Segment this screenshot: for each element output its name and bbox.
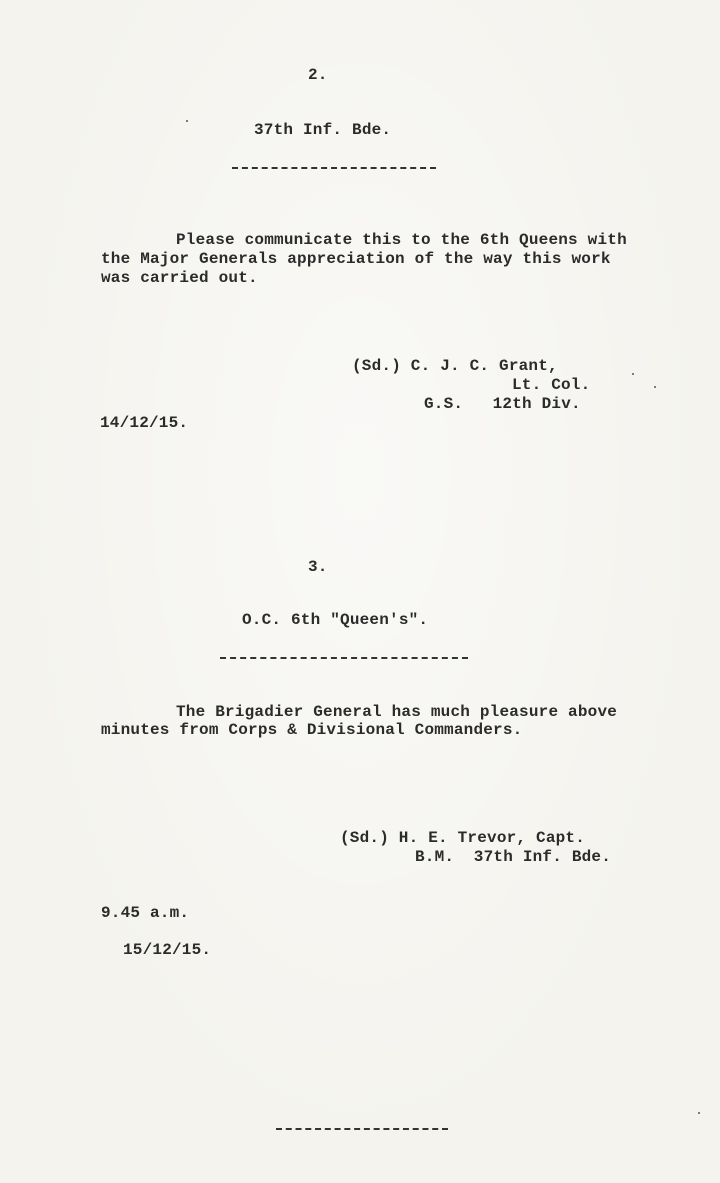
section-3-unit: B.M. 37th Inf. Bde.	[415, 848, 612, 866]
section-2-date: 14/12/15.	[100, 414, 189, 432]
section-3-divider	[220, 657, 468, 659]
paper-speck	[186, 120, 188, 122]
section-2-body-line-2: the Major Generals appreciation of the way this work	[101, 250, 611, 268]
section-2-unit: G.S. 12th Div.	[424, 395, 581, 413]
section-2-body-line-3: was carried out.	[101, 269, 258, 287]
section-2-signature: (Sd.) C. J. C. Grant,	[352, 357, 558, 375]
section-2-rank: Lt. Col.	[512, 376, 591, 394]
section-2-number: 2.	[308, 66, 328, 84]
section-3-date: 15/12/15.	[123, 941, 212, 959]
section-3-body-line-1: The Brigadier General has much pleasure above	[176, 703, 618, 721]
section-3-body-line-2: minutes from Corps & Divisional Commanders.	[101, 721, 523, 739]
closing-divider	[276, 1128, 448, 1130]
section-3-addressee: O.C. 6th "Queen's".	[242, 611, 429, 629]
paper-speck	[654, 386, 656, 388]
paper-speck	[632, 373, 634, 375]
section-2-addressee: 37th Inf. Bde.	[254, 121, 392, 139]
section-2-divider	[232, 167, 436, 169]
section-3-time: 9.45 a.m.	[101, 904, 190, 922]
paper-speck	[698, 1112, 700, 1114]
section-3-number: 3.	[308, 558, 328, 576]
section-2-body-line-1: Please communicate this to the 6th Queens with	[176, 231, 627, 249]
section-3-signature: (Sd.) H. E. Trevor, Capt.	[340, 829, 586, 847]
